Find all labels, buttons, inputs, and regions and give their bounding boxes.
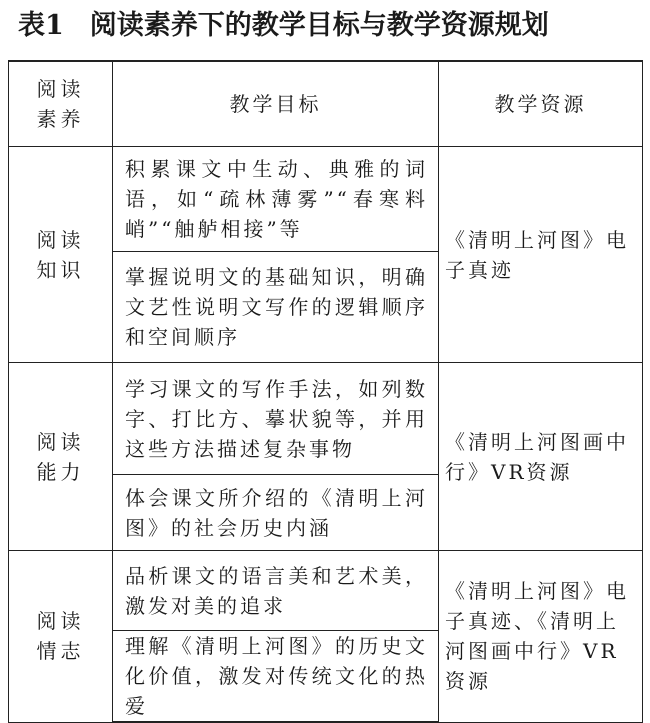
resource-cell: 《清明上河图》电子真迹、《清明上河图画中行》VR资源 xyxy=(439,551,643,723)
goal-cell: 积累课文中生动、典雅的词语，如“疏林薄雾”“春寒料峭”“舳舻相接”等 xyxy=(113,147,439,252)
table-row xyxy=(9,147,643,252)
goal-cell: 学习课文的写作手法，如列数字、打比方、摹状貌等，并用这些方法描述复杂事物 xyxy=(113,363,439,475)
header-resources: 教学资源 xyxy=(439,61,643,147)
table-title: 阅读素养下的教学目标与教学资源规划 xyxy=(89,10,549,41)
goal-cell: 体会课文所介绍的《清明上河图》的社会历史内涵 xyxy=(113,475,439,551)
table-number: 表1 xyxy=(18,10,64,41)
category-cell: 阅读 情志 xyxy=(9,551,113,723)
goal-cell: 理解《清明上河图》的历史文化价值，激发对传统文化的热爱 xyxy=(113,631,439,723)
header-literacy: 阅读 素养 xyxy=(9,61,113,147)
category-cell: 阅读 知识 xyxy=(9,147,113,363)
header-row xyxy=(9,61,643,147)
table-row xyxy=(9,551,643,631)
teaching-plan-table xyxy=(8,60,643,723)
table-row xyxy=(9,363,643,475)
goal-cell: 掌握说明文的基础知识，明确文艺性说明文写作的逻辑顺序和空间顺序 xyxy=(113,252,439,363)
goal-cell: 品析课文的语言美和艺术美，激发对美的追求 xyxy=(113,551,439,631)
category-cell: 阅读 能力 xyxy=(9,363,113,551)
table-caption xyxy=(18,8,638,44)
resource-cell: 《清明上河图画中行》VR资源 xyxy=(439,363,643,551)
resource-cell: 《清明上河图》电子真迹 xyxy=(439,147,643,363)
header-goals: 教学目标 xyxy=(113,61,439,147)
